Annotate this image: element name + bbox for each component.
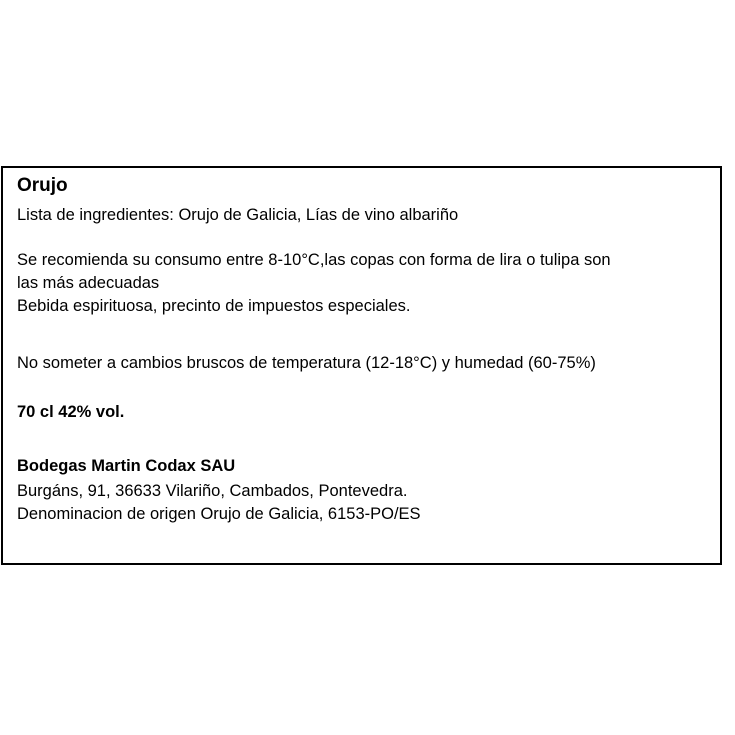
product-label-box: [1, 166, 722, 565]
producer-address: Burgáns, 91, 36633 Vilariño, Cambados, Pontevedra.: [17, 482, 408, 500]
volume-abv-text: 70 cl 42% vol.: [17, 403, 125, 421]
denomination-text: Denominacion de origen Orujo de Galicia, 6153-PO/ES: [17, 505, 421, 523]
product-title: Orujo: [17, 175, 68, 196]
recommendation-text-line2: las más adecuadas: [17, 274, 160, 292]
tax-note-text: Bebida espirituosa, precinto de impuestos especiales.: [17, 297, 411, 315]
storage-warning-text: No someter a cambios bruscos de temperatura (12-18°C) y humedad (60-75%): [17, 354, 596, 372]
recommendation-text-line1: Se recomienda su consumo entre 8-10°C,las copas con forma de lira o tulipa son: [17, 251, 611, 269]
ingredients-text: Lista de ingredientes: Orujo de Galicia, Lías de vino albariño: [17, 206, 459, 224]
producer-name: Bodegas Martin Codax SAU: [17, 457, 236, 475]
